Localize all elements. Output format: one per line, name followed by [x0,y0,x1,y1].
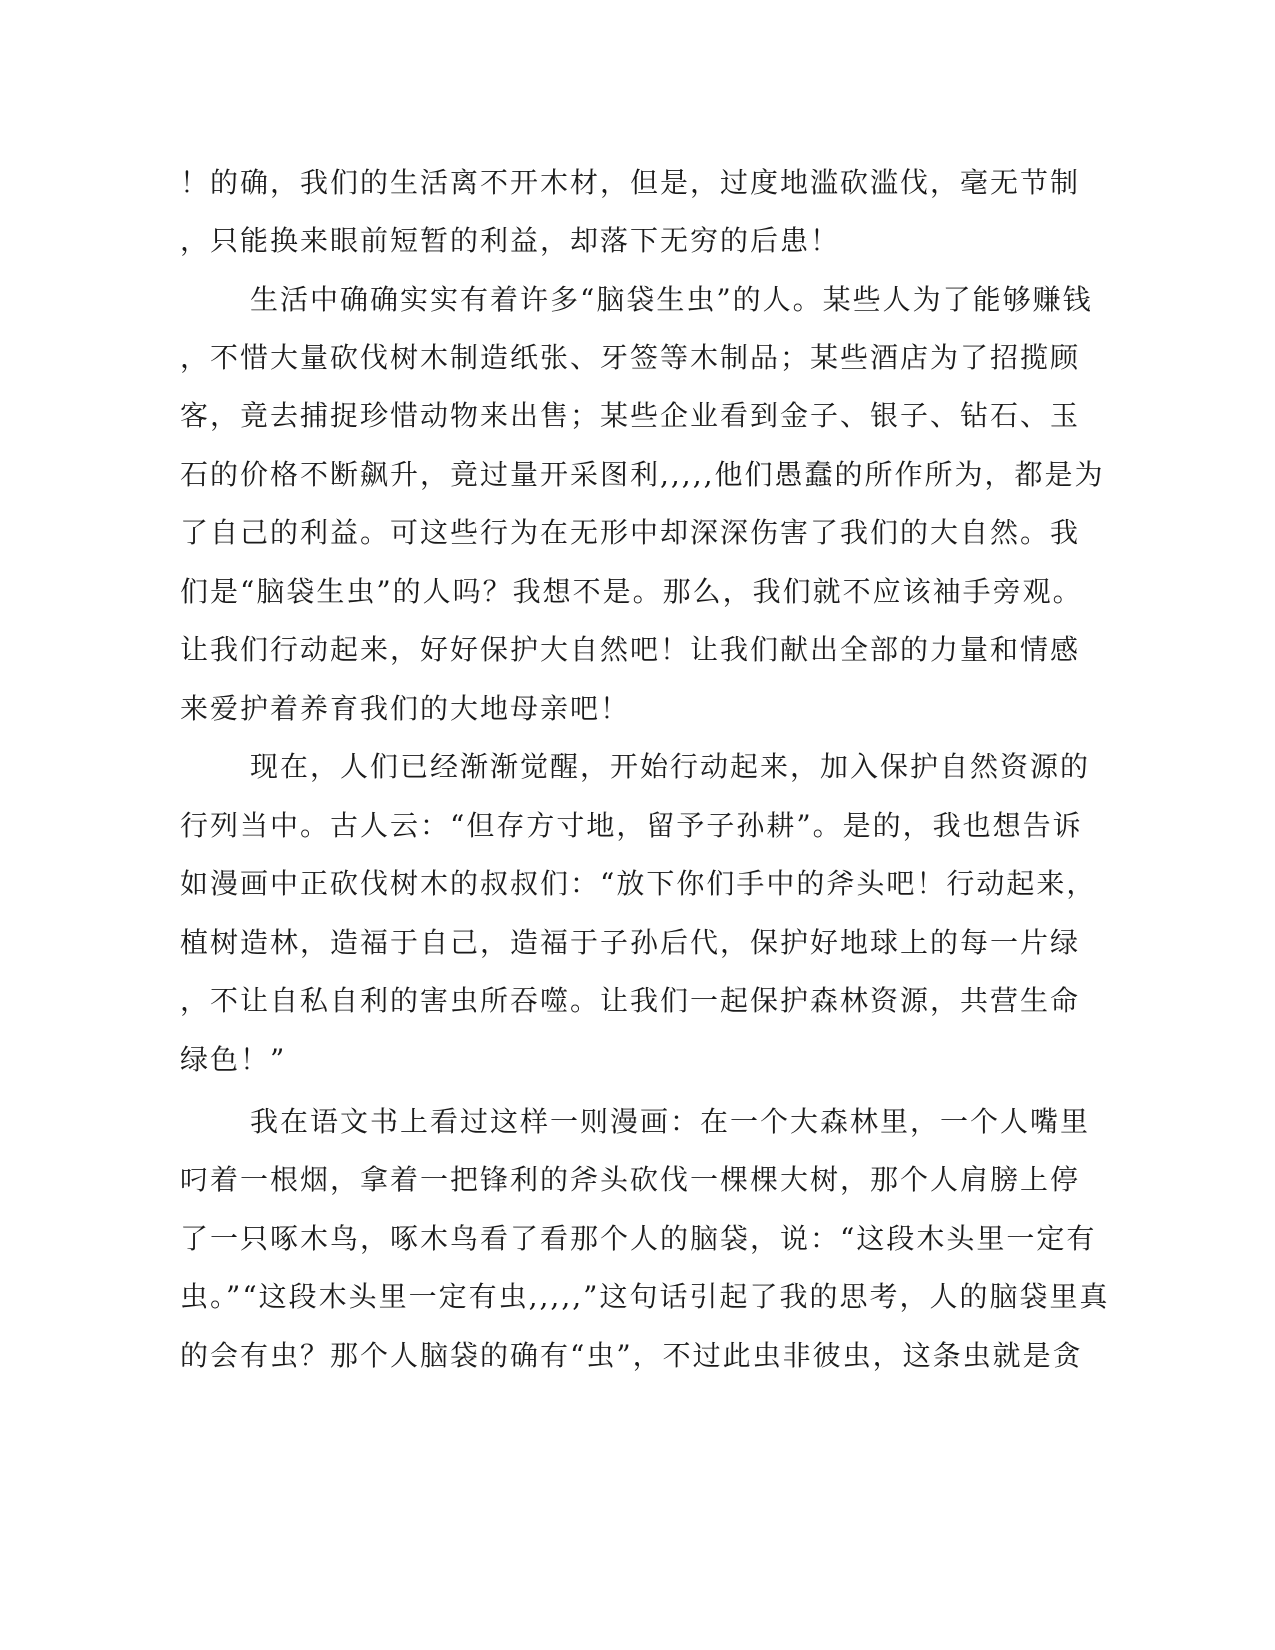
text-line: ，不让自私自利的害虫所吞噬。让我们一起保护森林资源，共营生命 [180,984,1081,1017]
text-line: 的会有虫？那个人脑袋的确有“虫”，不过此虫非彼虫，这条虫就是贪 [180,1339,1083,1372]
text-line: 了一只啄木鸟，啄木鸟看了看那个人的脑袋，说：“这段木头里一定有 [180,1222,1097,1255]
paragraph-start-line: 生活中确确实实有着许多“脑袋生虫”的人。某些人为了能够赚钱 [250,283,1093,316]
text-line: 们是“脑袋生虫”的人吗？我想不是。那么，我们就不应该袖手旁观。 [180,575,1083,608]
text-line: 来爱护着养育我们的大地母亲吧！ [180,692,631,725]
paragraph-start-line: 我在语文书上看过这样一则漫画：在一个大森林里，一个人嘴里 [250,1105,1091,1138]
text-line: ！的确，我们的生活离不开木材，但是，过度地滥砍滥伐，毫无节制 [180,166,1081,199]
paragraph-start-line: 现在，人们已经渐渐觉醒，开始行动起来，加入保护自然资源的 [250,750,1091,783]
text-line: 让我们行动起来，好好保护大自然吧！让我们献出全部的力量和情感 [180,633,1081,666]
text-line: ，只能换来眼前短暂的利益，却落下无穷的后患！ [180,224,841,257]
text-line: 虫。”“这段木头里一定有虫,,,,,”这句话引起了我的思考，人的脑袋里真 [180,1280,1110,1313]
text-line: 了自己的利益。可这些行为在无形中却深深伤害了我们的大自然。我 [180,516,1081,549]
text-line: 行列当中。古人云：“但存方寸地，留予子孙耕”。是的，我也想告诉 [180,809,1083,842]
text-line: 客，竟去捕捉珍惜动物来出售；某些企业看到金子、银子、钻石、玉 [180,399,1081,432]
text-line: 叼着一根烟，拿着一把锋利的斧头砍伐一棵棵大树，那个人肩膀上停 [180,1163,1081,1196]
text-line: ，不惜大量砍伐树木制造纸张、牙签等木制品；某些酒店为了招揽顾 [180,341,1081,374]
text-line: 绿色！” [180,1043,287,1076]
text-line: 石的价格不断飙升，竟过量开采图利,,,,,他们愚蠢的所作所为，都是为 [180,458,1105,491]
text-line: 植树造林，造福于自己，造福于子孙后代，保护好地球上的每一片绿 [180,926,1081,959]
text-line: 如漫画中正砍伐树木的叔叔们：“放下你们手中的斧头吧！行动起来， [180,867,1097,900]
